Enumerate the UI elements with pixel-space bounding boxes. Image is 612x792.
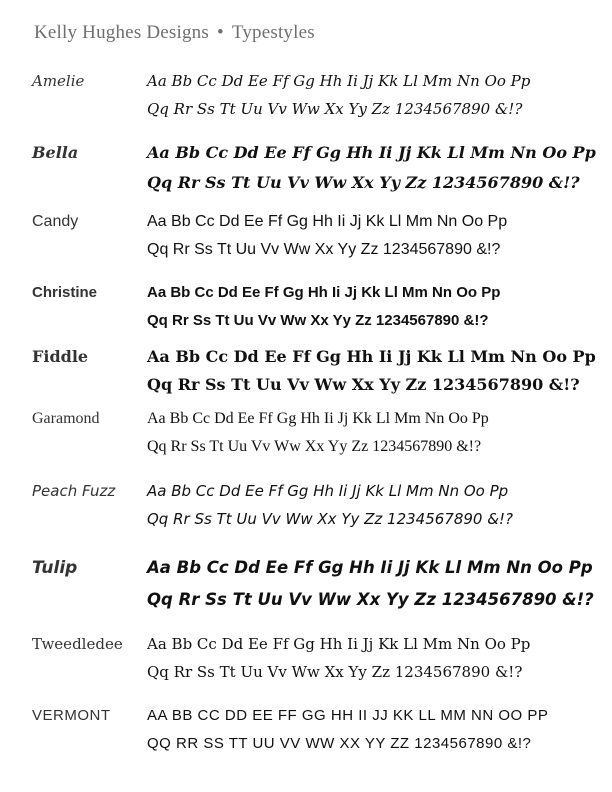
sample-line-2: Qq Rr Ss Tt Uu Vv Ww Xx Yy Zz 1234567890 &!? <box>147 173 580 192</box>
typestyle-name: Tulip <box>32 558 78 578</box>
sample-line-2: Qq Rr Ss Tt Uu Vv Ww Xx Yy Zz 1234567890 &!? <box>147 375 580 394</box>
sample-line-1: Aa Bb Cc Dd Ee Ff Gg Hh Ii Jj Kk Ll Mm Nn Oo Pp <box>147 143 596 162</box>
typestyle-name: Garamond <box>32 410 100 427</box>
sample-line-1: Aa Bb Cc Dd Ee Ff Gg Hh Ii Jj Kk Ll Mm Nn Oo Pp <box>147 410 489 427</box>
sample-line-2: QQ RR SS TT UU VV WW XX YY ZZ 1234567890 &!? <box>147 735 532 752</box>
sample-line-1: Aa Bb Cc Dd Ee Ff Gg Hh Ii Jj Kk Ll Mm Nn Oo Pp <box>147 284 501 301</box>
typestyle-name: VERMONT <box>32 707 111 724</box>
typestyle-name: Tweedledee <box>32 635 123 653</box>
sample-line-1: Aa Bb Cc Dd Ee Ff Gg Hh Ii Jj Kk Ll Mm Nn Oo Pp <box>147 635 531 653</box>
sample-line-1: Aa Bb Cc Dd Ee Ff Gg Hh Ii Jj Kk Ll Mm Nn Oo Pp <box>147 213 508 230</box>
sample-line-1: Aa Bb Cc Dd Ee Ff Gg Hh Ii Jj Kk Ll Mm Nn Oo Pp <box>147 347 596 366</box>
sample-line-2: Qq Rr Ss Tt Uu Vv Ww Xx Yy Zz 1234567890 &!? <box>147 663 523 681</box>
typestyle-name: Christine <box>32 284 98 301</box>
typestyle-name: Fiddle <box>32 347 89 366</box>
sample-line-2: Qq Rr Ss Tt Uu Vv Ww Xx Yy Zz 1234567890 &!? <box>147 312 489 329</box>
typestyle-name: Bella <box>32 143 79 162</box>
sample-line-1: Aa Bb Cc Dd Ee Ff Gg Hh Ii Jj Kk Ll Mm Nn Oo Pp <box>147 482 509 500</box>
header-separator: • <box>216 22 224 43</box>
sample-line-1: Aa Bb Cc Dd Ee Ff Gg Hh Ii Jj Kk Ll Mm Nn Oo Pp <box>147 72 531 90</box>
typestyle-name: Candy <box>32 213 79 230</box>
brand-name: Kelly Hughes Designs <box>34 22 209 43</box>
sample-line-1: Aa Bb Cc Dd Ee Ff Gg Hh Ii Jj Kk Ll Mm Nn Oo Pp <box>147 558 593 577</box>
sample-line-2: Qq Rr Ss Tt Uu Vv Ww Xx Yy Zz 1234567890 &!? <box>147 100 523 118</box>
sample-line-2: Qq Rr Ss Tt Uu Vv Ww Xx Yy Zz 1234567890 &!? <box>147 438 482 455</box>
sample-line-1: AA BB CC DD EE FF GG HH II JJ KK LL MM NN OO PP <box>147 707 549 724</box>
page-title: Typestyles <box>231 22 315 43</box>
sample-line-2: Qq Rr Ss Tt Uu Vv Ww Xx Yy Zz 1234567890 &!? <box>147 590 594 609</box>
page-header <box>34 22 315 44</box>
typestyle-name: Amelie <box>32 72 85 90</box>
sample-line-2: Qq Rr Ss Tt Uu Vv Ww Xx Yy Zz 1234567890 &!? <box>147 510 513 528</box>
typestyle-name: Peach Fuzz <box>32 482 116 500</box>
sample-line-2: Qq Rr Ss Tt Uu Vv Ww Xx Yy Zz 1234567890 &!? <box>147 241 501 258</box>
